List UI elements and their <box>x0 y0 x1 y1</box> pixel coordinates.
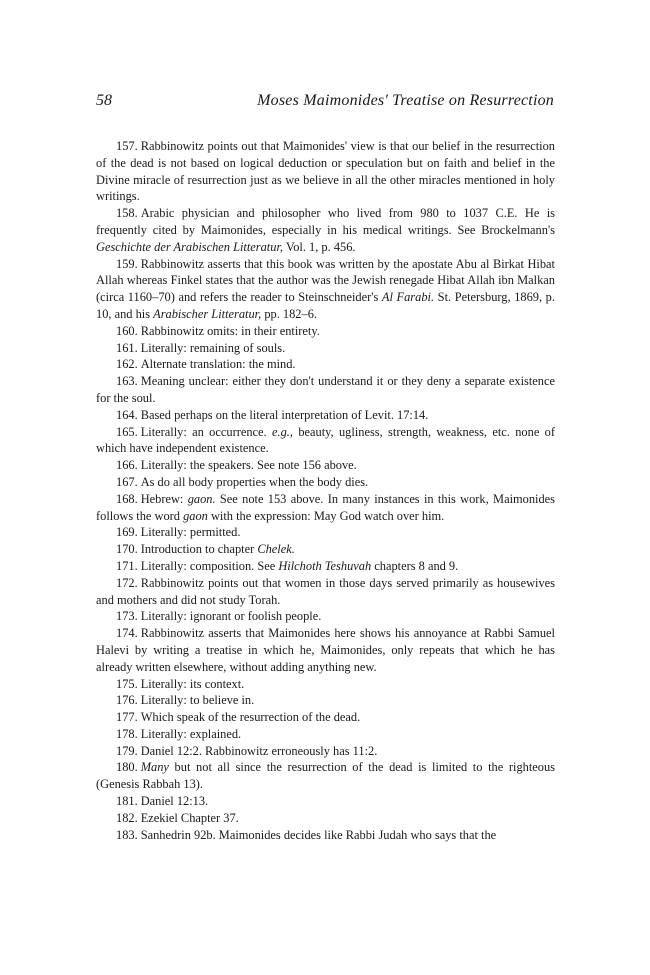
endnote-number: 177. <box>116 710 138 725</box>
endnote-number: 176. <box>116 693 138 708</box>
page-number: 58 <box>96 92 112 109</box>
endnote <box>96 491 555 525</box>
endnote-text: but not all since the resurrection of the dead is limited to the righteous (Genesis Rabbah 13). <box>96 760 555 792</box>
endnote-text: Rabbinowitz points out that women in those days served primarily as housewives and mothers and did not study Torah. <box>96 575 555 607</box>
endnote <box>96 323 555 340</box>
endnote-text: Rabbinowitz asserts that this book was written by the apostate Abu al Birkat Hibat Allah whereas Finkel states that the author was the Jewish renegade Hibat Allah ibn Malkan (circa 1160–70) and refers the reader to Steinschneider's <box>96 256 555 305</box>
endnote-number: 169. <box>116 525 138 540</box>
endnote-text: Meaning unclear: either they don't understand it or they deny a separate existence for the soul. <box>96 374 555 405</box>
endnote <box>96 676 555 693</box>
endnote-text: Literally: the speakers. See note 156 above. <box>140 458 357 473</box>
endnote-text: Hebrew: <box>140 491 188 506</box>
endnote-number: 170. <box>116 542 138 557</box>
endnote <box>96 541 555 558</box>
endnote-number: 180. <box>116 760 138 775</box>
endnote <box>96 726 555 743</box>
endnote-italic-text: e.g., <box>271 424 293 439</box>
endnote-number: 163. <box>116 374 138 389</box>
endnote <box>96 743 555 760</box>
endnote-number: 171. <box>116 558 138 573</box>
endnote-number: 178. <box>116 726 138 741</box>
endnote <box>96 424 555 458</box>
endnote-number: 159. <box>116 256 138 271</box>
endnote-number: 161. <box>116 340 138 355</box>
endnote-number: 158. <box>116 206 138 221</box>
endnote-text: Literally: an occurrence. <box>140 424 272 439</box>
endnote-italic-text: Al Farabi. <box>381 290 435 305</box>
endnote-text: Literally: its context. <box>140 676 245 691</box>
endnote-number: 179. <box>116 743 138 758</box>
endnote-number: 168. <box>116 491 138 506</box>
endnote-number: 165. <box>116 424 138 439</box>
endnote <box>96 575 555 609</box>
endnote-text: beauty, ugliness, strength, weakness, etc. none of which have independent existence. <box>96 424 555 456</box>
endnote-text: Sanhedrin 92b. Maimonides decides like Rabbi Judah who says that the <box>140 827 497 842</box>
endnote-number: 174. <box>116 626 138 641</box>
endnote-text: Based perhaps on the literal interpretation of Levit. 17:14. <box>140 407 429 422</box>
endnote-text: Introduction to chapter <box>140 542 258 557</box>
endnote-text: Literally: explained. <box>140 726 242 741</box>
endnote-number: 173. <box>116 609 138 624</box>
endnote-number: 162. <box>116 357 138 372</box>
endnote-number: 167. <box>116 474 138 489</box>
endnote-text: Which speak of the resurrection of the dead. <box>140 710 361 725</box>
running-header <box>96 92 554 118</box>
endnote <box>96 625 555 675</box>
endnote-text: Alternate translation: the mind. <box>140 357 296 372</box>
running-title: Moses Maimonides' Treatise on Resurrection <box>257 92 554 109</box>
endnote <box>96 793 555 810</box>
endnote-number: 172. <box>116 575 138 590</box>
endnote-text: Daniel 12:13. <box>140 794 209 809</box>
endnote-text: Rabbinowitz points out that Maimonides' view is that our belief in the resurrection of the dead is not based on logical deduction or speculation but on faith and belief in the Divine miracle of resurrection just as we believe in all the other miracles mentioned in holy writings. <box>96 139 555 204</box>
endnote-text: Literally: to believe in. <box>140 693 255 708</box>
endnote-italic-text: Hilchoth Teshuvah <box>278 558 372 573</box>
endnote-number: 160. <box>116 323 138 338</box>
endnote <box>96 340 555 357</box>
endnote-text: Vol. 1, p. 456. <box>282 239 356 254</box>
endnote-number: 166. <box>116 458 138 473</box>
endnote <box>96 827 555 844</box>
endnote-italic-text: Arabischer Litteratur, <box>153 306 262 321</box>
endnote-text: pp. 182–6. <box>261 306 317 321</box>
endnote <box>96 474 555 491</box>
endnote-text: Literally: ignorant or foolish people. <box>140 609 322 624</box>
endnote <box>96 373 555 407</box>
endnote-italic-text: Many <box>140 760 169 775</box>
endnote-text: As do all body properties when the body dies. <box>140 474 369 489</box>
endnote <box>96 692 555 709</box>
endnote-text: Literally: permitted. <box>140 525 241 540</box>
endnote <box>96 138 555 205</box>
endnote-number: 183. <box>116 827 138 842</box>
endnote-text: Rabbinowitz omits: in their entirety. <box>140 323 320 338</box>
endnote-number: 182. <box>116 810 138 825</box>
endnote <box>96 608 555 625</box>
endnote <box>96 407 555 424</box>
endnote <box>96 524 555 541</box>
endnote-text: Daniel 12:2. Rabbinowitz erroneously has 11:2. <box>140 743 378 758</box>
endnote-italic-text: gaon <box>183 508 208 523</box>
endnote <box>96 205 555 255</box>
endnote-number: 175. <box>116 676 138 691</box>
endnote-italic-text: Chelek. <box>257 542 295 557</box>
endnote-text: Rabbinowitz asserts that Maimonides here shows his annoyance at Rabbi Samuel Halevi by writing a treatise in which he, Maimonides, only repeats that which he has already written elsewhere, without adding anything new. <box>96 626 555 674</box>
endnote <box>96 457 555 474</box>
endnotes-list <box>96 138 555 843</box>
endnote <box>96 558 555 575</box>
endnote-text: with the expression: May God watch over him. <box>207 508 445 523</box>
endnote-text: chapters 8 and 9. <box>371 558 459 573</box>
endnote-text: Literally: remaining of souls. <box>140 340 286 355</box>
endnote <box>96 256 555 323</box>
endnote <box>96 759 555 793</box>
endnote-text: Literally: composition. See <box>140 558 279 573</box>
endnote-number: 164. <box>116 407 138 422</box>
endnote <box>96 810 555 827</box>
endnote-italic-text: Geschichte der Arabischen Litteratur, <box>96 239 283 254</box>
endnote <box>96 356 555 373</box>
endnote-number: 181. <box>116 794 138 809</box>
endnote-text: St. Petersburg, 1869, p. 10, and his <box>96 290 555 321</box>
endnote-number: 157. <box>116 139 138 153</box>
endnote-italic-text: gaon. <box>187 491 216 506</box>
endnote-text: Ezekiel Chapter 37. <box>140 810 239 825</box>
endnote-text: Arabic physician and philosopher who lived from 980 to 1037 C.E. He is frequently cited by Maimonides, especially in his medical writings. See Brockelmann's <box>96 206 555 237</box>
endnote <box>96 709 555 726</box>
endnote-text: See note 153 above. In many instances in this work, Maimonides follows the word <box>96 491 555 523</box>
